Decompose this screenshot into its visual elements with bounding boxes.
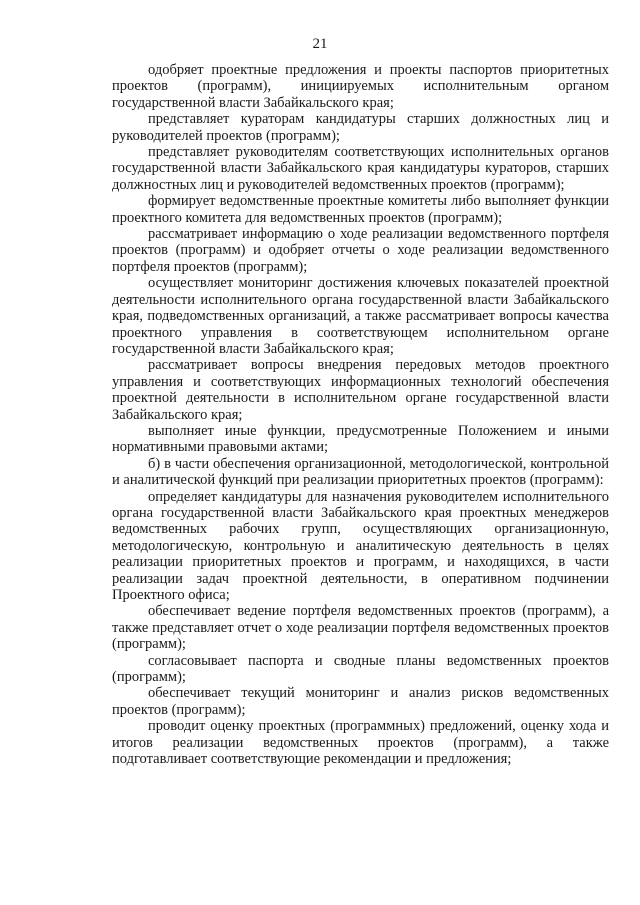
paragraph-approve-proposals: одобряет проектные предложения и проекты паспортов приоритетных проектов (программ), инициируемых исполнительным органом государственной власти Забайкальского края; (112, 62, 609, 111)
paragraph-present-to-heads: представляет руководителям соответствующих исполнительных органов государственной власти Забайкальского края кандидатуры кураторов, старших должностных лиц и руководителей ведомственных проектов (программ); (112, 144, 609, 193)
paragraph-form-committees: формирует ведомственные проектные комитеты либо выполняет функции проектного комитета для ведомственных проектов (программ); (112, 193, 609, 226)
paragraph-advanced-methods: рассматривает вопросы внедрения передовых методов проектного управления и соответствующих информационных технологий обеспечения проектной деятельности в исполнительном органе государственной власти Забайкальского края; (112, 357, 609, 423)
page-number: 21 (312, 36, 328, 52)
paragraph-risk-monitoring: обеспечивает текущий мониторинг и анализ рисков ведомственных проектов (программ); (112, 685, 609, 718)
paragraph-assessment: проводит оценку проектных (программных) предложений, оценку хода и итогов реализации ведомственных проектов (программ), а также подготавливает соответствующие рекомендации и предложения; (112, 718, 609, 768)
paragraph-approve-passports: согласовывает паспорта и сводные планы ведомственных проектов (программ); (112, 652, 609, 686)
paragraph-determine-candidates: определяет кандидатуры для назначения руководителем исполнительного органа государственной власти Забайкальского края проектных менеджеров ведомственных рабочих групп, осуществляющих организационную, методологическую, контрольную и аналитическую деятельность в целях реализации приоритетных проектов и программ, и находящихся, в части реализации задач проектной деятельности, в оперативном подчинении Проектного офиса; (112, 488, 609, 603)
paragraph-present-to-curators: представляет кураторам кандидатуры старших должностных лиц и руководителей проектов (программ); (112, 111, 609, 144)
paragraph-other-functions: выполняет иные функции, предусмотренные Положением и иными нормативными правовыми актами; (112, 422, 609, 456)
paragraph-section-b: б) в части обеспечения организационной, методологической, контрольной и аналитической функций при реализации приоритетных проектов (программ): (112, 455, 609, 489)
document-body (112, 62, 609, 767)
paragraph-monitoring: осуществляет мониторинг достижения ключевых показателей проектной деятельности исполнительного органа государственной власти Забайкальского края, подведомственных организаций, а также рассматривает вопросы качества проектного управления в соответствующем исполнительном органе государственной власти Забайкальского края; (112, 275, 609, 357)
paragraph-portfolio-maintenance: обеспечивает ведение портфеля ведомственных проектов (программ), а также представляет отчет о ходе реализации портфеля ведомственных проектов (программ); (112, 603, 609, 653)
paragraph-review-portfolio: рассматривает информацию о ходе реализации ведомственного портфеля проектов (программ) и одобряет отчеты о ходе реализации ведомственного портфеля проектов (программ); (112, 226, 609, 275)
